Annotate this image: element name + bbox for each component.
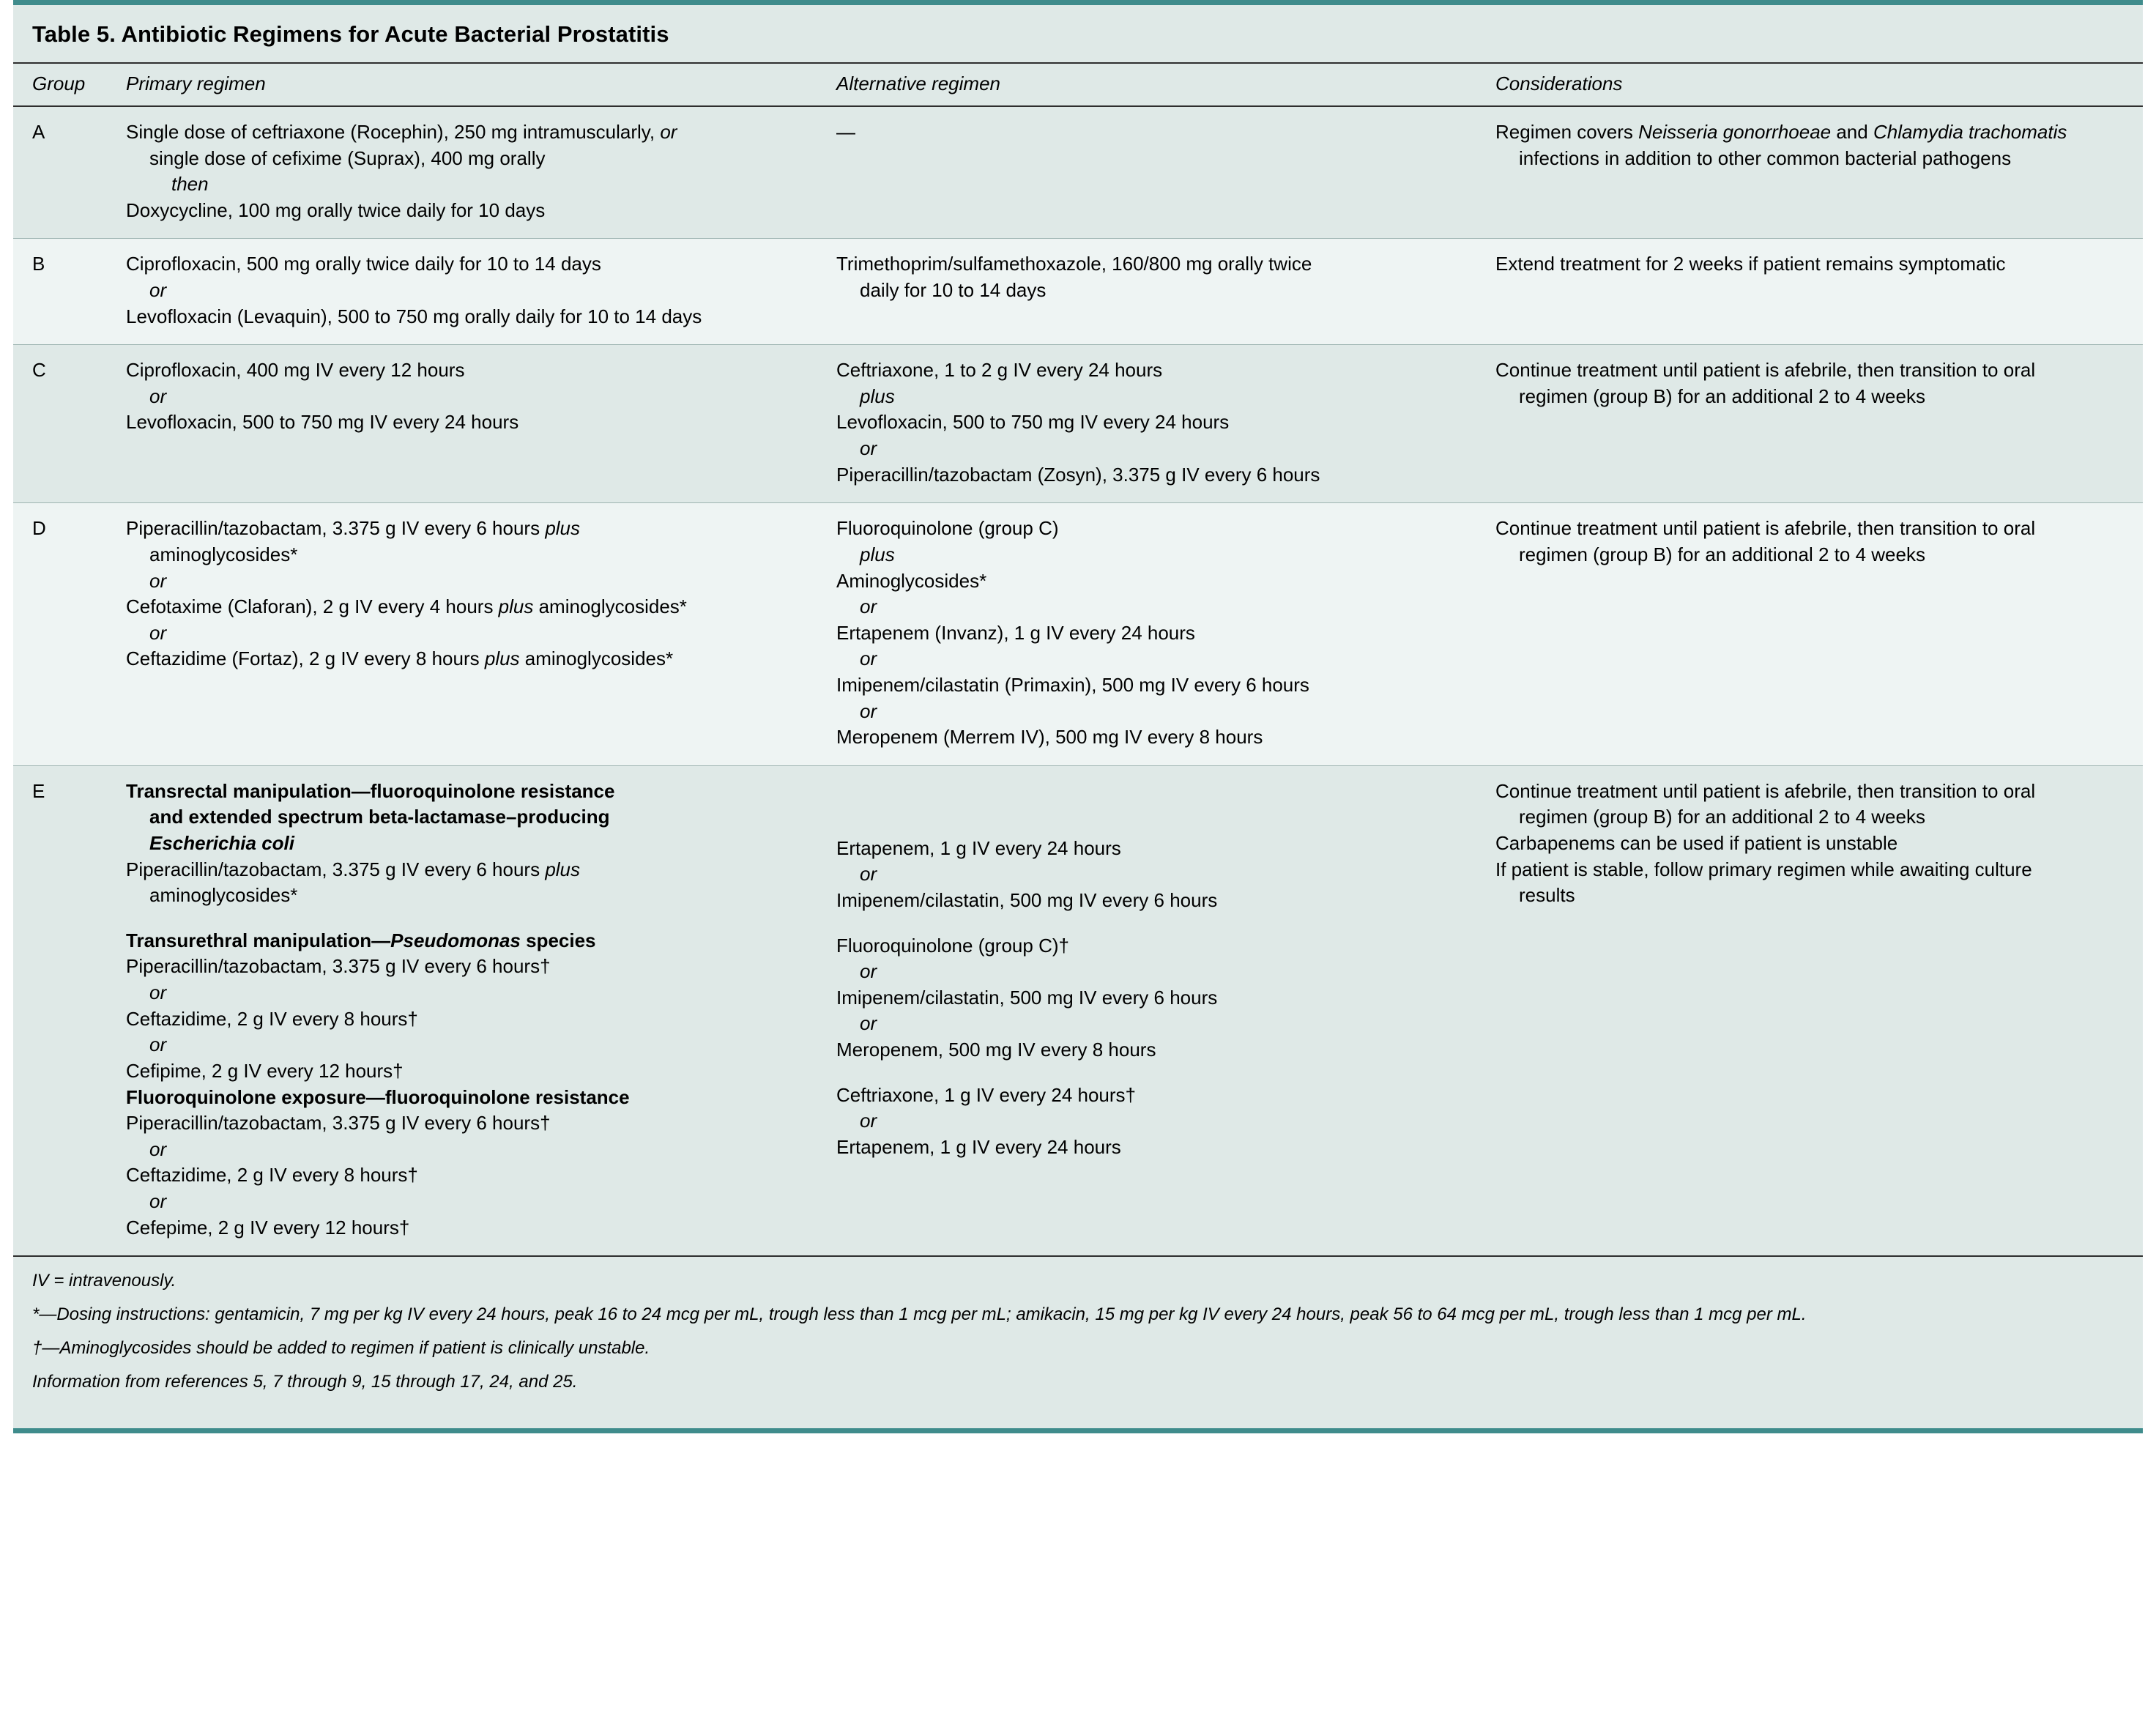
- table-head: [13, 63, 2143, 106]
- regimen-line: Imipenem/cilastatin, 500 mg IV every 6 hours: [836, 889, 1218, 912]
- table-footnotes: [13, 1257, 2143, 1412]
- regimen-line: or: [860, 595, 877, 618]
- regimen-line: Cefotaxime (Claforan), 2 g IV every 4 hours plus aminoglycosides*: [126, 595, 687, 618]
- regimen-line: plus: [860, 543, 895, 565]
- table-row: [13, 106, 2143, 239]
- regimen-line: or: [860, 960, 877, 983]
- regimen-line: or: [860, 699, 877, 722]
- header-row: [13, 63, 2143, 106]
- regimen-line: Continue treatment until patient is afebrile, then transition to oral: [1495, 517, 2036, 540]
- regimen-line: Continue treatment until patient is afebrile, then transition to oral: [1495, 359, 2036, 382]
- cell-group: D: [13, 503, 107, 765]
- footnote: †—Aminoglycosides should be added to regimen if patient is clinically unstable.: [32, 1338, 650, 1359]
- regimen-line: or: [149, 621, 167, 644]
- regimen-line: Fluoroquinolone (group C): [836, 517, 1059, 540]
- regimen-line: results: [1519, 884, 1575, 907]
- regimen-line: or: [149, 1137, 167, 1160]
- cell-alternative: [817, 239, 1476, 345]
- regimen-line: Levofloxacin, 500 to 750 mg IV every 24 hours: [126, 411, 519, 434]
- regimen-line: Ceftazidime, 2 g IV every 8 hours†: [126, 1164, 418, 1187]
- footnote: IV = intravenously.: [32, 1271, 176, 1291]
- regimen-line: Fluoroquinolone (group C)†: [836, 934, 1069, 957]
- regimen-line: Ceftazidime (Fortaz), 2 g IV every 8 hours plus aminoglycosides*: [126, 647, 674, 670]
- regimen-line: Imipenem/cilastatin (Primaxin), 500 mg IV every 6 hours: [836, 673, 1309, 696]
- regimen-line: infections in addition to other common bacterial pathogens: [1519, 146, 2012, 169]
- regimen-line: or: [149, 1033, 167, 1056]
- regimen-line: and extended spectrum beta-lactamase–producing: [149, 806, 610, 828]
- regimen-line: plus: [860, 385, 895, 407]
- regimen-line: Fluoroquinolone exposure—fluoroquinolone resistance: [126, 1085, 630, 1108]
- regimen-line: Meropenem (Merrem IV), 500 mg IV every 8 hours: [836, 726, 1263, 749]
- regimen-line: Piperacillin/tazobactam, 3.375 g IV every 6 hours†: [126, 955, 551, 978]
- table-row: [13, 345, 2143, 503]
- cell-considerations: [1476, 106, 2143, 239]
- table-row: [13, 239, 2143, 345]
- cell-alternative: [817, 503, 1476, 765]
- regimen-line: or: [860, 647, 877, 670]
- regimen-line: Piperacillin/tazobactam (Zosyn), 3.375 g IV every 6 hours: [836, 463, 1320, 486]
- regimen-line: Imipenem/cilastatin, 500 mg IV every 6 hours: [836, 986, 1218, 1009]
- regimen-line: regimen (group B) for an additional 2 to 4 weeks: [1519, 543, 1925, 565]
- regimen-line: Piperacillin/tazobactam, 3.375 g IV every 6 hours plus: [126, 517, 581, 540]
- regimen-line: or: [149, 1189, 167, 1212]
- regimen-line: Cefepime, 2 g IV every 12 hours†: [126, 1216, 410, 1239]
- regimen-line: daily for 10 to 14 days: [860, 279, 1047, 302]
- column-header-alternative-regimen: Alternative regimen: [817, 63, 1476, 106]
- regimen-line: Transurethral manipulation—Pseudomonas species: [126, 929, 596, 951]
- regimen-line: single dose of cefixime (Suprax), 400 mg orally: [149, 146, 546, 169]
- regimen-line: or: [149, 569, 167, 592]
- regimen-line: or: [860, 1012, 877, 1035]
- regimen-line: Ceftriaxone, 1 g IV every 24 hours†: [836, 1083, 1137, 1106]
- regimen-line: or: [860, 437, 877, 460]
- regimen-line: Extend treatment for 2 weeks if patient remains symptomatic: [1495, 253, 2006, 275]
- regimen-line: Ertapenem (Invanz), 1 g IV every 24 hours: [836, 621, 1195, 644]
- cell-primary: [107, 345, 817, 503]
- regimen-line: regimen (group B) for an additional 2 to 4 weeks: [1519, 385, 1925, 407]
- regimen-line: Single dose of ceftriaxone (Rocephin), 250 mg intramuscularly, or: [126, 121, 677, 143]
- regimen-line: Piperacillin/tazobactam, 3.375 g IV every 6 hours plus: [126, 858, 581, 880]
- spacer-line: [836, 1063, 1457, 1083]
- regimen-line: Cefipime, 2 g IV every 12 hours†: [126, 1059, 404, 1082]
- regimen-line: Ceftazidime, 2 g IV every 8 hours†: [126, 1007, 418, 1030]
- regimen-line: Levofloxacin, 500 to 750 mg IV every 24 hours: [836, 411, 1230, 434]
- cell-alternative: [817, 765, 1476, 1256]
- table-row: [13, 765, 2143, 1256]
- regimen-line: —: [836, 121, 855, 143]
- column-header-group: Group: [13, 63, 107, 106]
- regimen-line: Continue treatment until patient is afebrile, then transition to oral: [1495, 779, 2036, 802]
- regimen-line: Piperacillin/tazobactam, 3.375 g IV every 6 hours†: [126, 1112, 551, 1135]
- spacer-line: [836, 779, 1457, 798]
- regimen-line: aminoglycosides*: [149, 543, 298, 565]
- regimen-line: Trimethoprim/sulfamethoxazole, 160/800 mg orally twice: [836, 253, 1312, 275]
- regimen-line: Ciprofloxacin, 400 mg IV every 12 hours: [126, 359, 465, 382]
- cell-primary: [107, 503, 817, 765]
- cell-primary: [107, 239, 817, 345]
- regimen-line: or: [149, 279, 167, 302]
- regimen-line: or: [149, 981, 167, 1004]
- cell-group: A: [13, 106, 107, 239]
- spacer-line: [836, 914, 1457, 933]
- regimen-line: Ertapenem, 1 g IV every 24 hours: [836, 1135, 1121, 1158]
- cell-alternative: [817, 106, 1476, 239]
- regimen-line: Aminoglycosides*: [836, 569, 987, 592]
- column-header-primary-regimen: Primary regimen: [107, 63, 817, 106]
- cell-primary: [107, 106, 817, 239]
- regimen-line: regimen (group B) for an additional 2 to 4 weeks: [1519, 806, 1925, 828]
- regimen-line: aminoglycosides*: [149, 884, 298, 907]
- regimen-line: Ciprofloxacin, 500 mg orally twice daily for 10 to 14 days: [126, 253, 601, 275]
- table-body: [13, 106, 2143, 1256]
- cell-considerations: [1476, 503, 2143, 765]
- cell-considerations: [1476, 765, 2143, 1256]
- spacer-line: [836, 817, 1457, 836]
- cell-considerations: [1476, 345, 2143, 503]
- regimen-line: Ertapenem, 1 g IV every 24 hours: [836, 836, 1121, 859]
- spacer-line: [836, 798, 1457, 817]
- regimen-line: Doxycycline, 100 mg orally twice daily for 10 days: [126, 198, 546, 221]
- spacer-line: [126, 909, 798, 928]
- cell-group: C: [13, 345, 107, 503]
- regimen-line: Carbapenems can be used if patient is unstable: [1495, 832, 1898, 855]
- column-header-considerations: Considerations: [1476, 63, 2143, 106]
- cell-considerations: [1476, 239, 2143, 345]
- regimen-line: Escherichia coli: [149, 832, 294, 855]
- regimen-line: Transrectal manipulation—fluoroquinolone resistance: [126, 779, 615, 802]
- regimen-line: If patient is stable, follow primary regimen while awaiting culture: [1495, 858, 2032, 880]
- regimen-line: Ceftriaxone, 1 to 2 g IV every 24 hours: [836, 359, 1163, 382]
- regimen-line: or: [860, 863, 877, 886]
- cell-group: B: [13, 239, 107, 345]
- regimen-line: then: [171, 173, 209, 196]
- table-title: Table 5. Antibiotic Regimens for Acute Bacterial Prostatitis: [32, 21, 669, 47]
- regimen-line: or: [860, 1110, 877, 1132]
- footnote: *—Dosing instructions: gentamicin, 7 mg per kg IV every 24 hours, peak 16 to 24 mcg per mL, trough less than 1 mcg per mL; amikacin, 15 mg per kg IV every 24 hours, peak 56 to 64 mcg per mL, trough less than 1 mcg per mL.: [32, 1304, 1807, 1325]
- table-row: [13, 503, 2143, 765]
- cell-alternative: [817, 345, 1476, 503]
- regimen-line: Levofloxacin (Levaquin), 500 to 750 mg orally daily for 10 to 14 days: [126, 305, 702, 327]
- cell-primary: [107, 765, 817, 1256]
- regimen-line: or: [149, 385, 167, 407]
- regimen-line: Meropenem, 500 mg IV every 8 hours: [836, 1039, 1156, 1061]
- cell-group: E: [13, 765, 107, 1256]
- antibiotic-regimens-table: [13, 62, 2143, 1257]
- table-container: [13, 0, 2143, 1433]
- footnote: Information from references 5, 7 through 9, 15 through 17, 24, and 25.: [32, 1372, 578, 1392]
- regimen-line: Regimen covers Neisseria gonorrhoeae and Chlamydia trachomatis: [1495, 121, 2067, 143]
